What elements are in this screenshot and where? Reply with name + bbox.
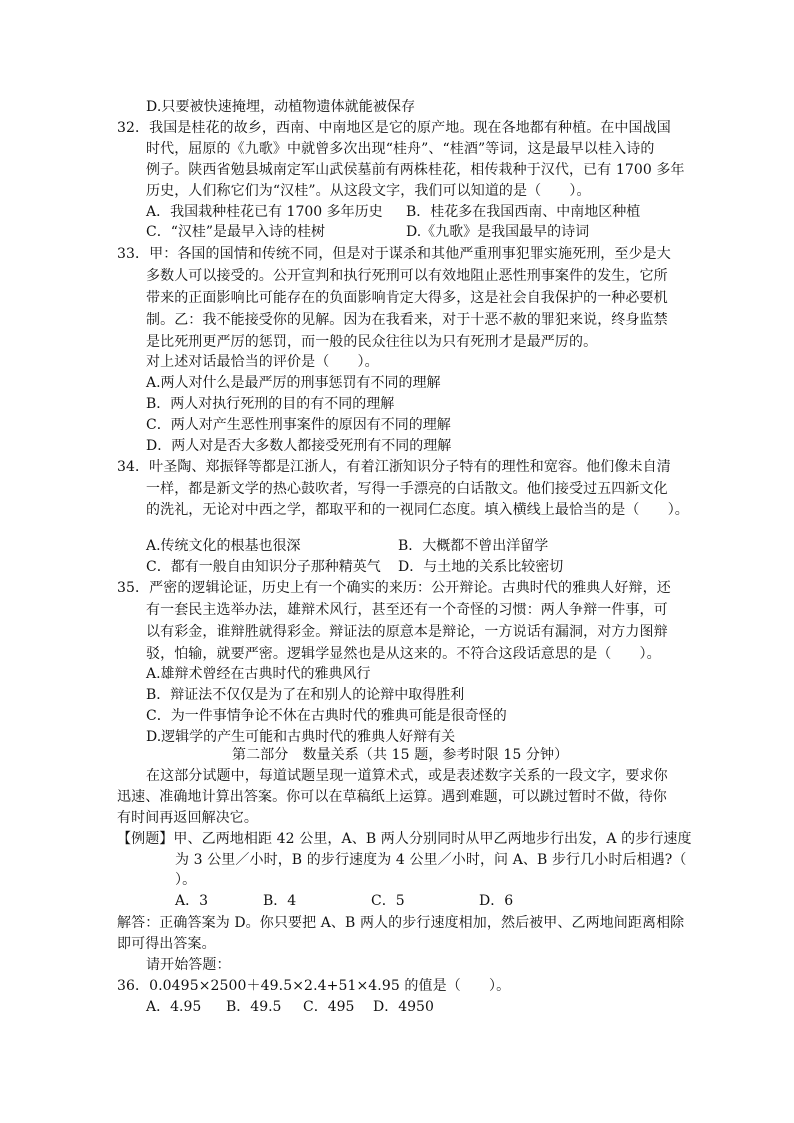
part2-intro-line-2: 迅速、准确地计算出答案。你可以在草稿纸上运算。遇到难题，可以跳过暂时不做，待你 bbox=[117, 789, 667, 805]
q33-option-a: A.两人对什么是最严厉的刑事惩罚有不同的理解 bbox=[146, 375, 441, 391]
q33-question: 对上述对话最恰当的评价是（ ）。 bbox=[146, 354, 379, 370]
q31-option-d: D.只要被快速掩埋，动植物遗体就能被保存 bbox=[146, 99, 416, 115]
q34-line-2: 一样，都是新文学的热心鼓吹者，写得一手漂亮的白话散文。他们接受过五四新文化 bbox=[146, 481, 668, 497]
q32-option-d: D.《九歌》是我国最早的诗词 bbox=[406, 224, 590, 240]
q36-question: 36．0.0495×2500＋49.5×2.4+51×4.95 的值是（ ）。 bbox=[117, 978, 511, 994]
q33-line-1: 33．甲：各国的国情和传统不同，但是对于谋杀和其他严重刑事犯罪实施死刑，至少是大 bbox=[117, 246, 671, 262]
q32-option-b: B．桂花多在我国西南、中南地区种植 bbox=[406, 204, 641, 220]
answer-line-1: 解答：正确答案为 D。你只要把 A、B 两人的步行速度相加，然后被甲、乙两地间距离相除 bbox=[117, 915, 685, 931]
q34-option-a: A.传统文化的根基也很深 bbox=[146, 538, 301, 554]
example-line-2: 为 3 公里／小时，B 的步行速度为 4 公里／小时，问 A、B 步行几小时后相遇?（ bbox=[175, 852, 687, 868]
q32-option-c: C．“汉桂”是最早入诗的桂树 bbox=[146, 224, 326, 240]
q32-line-2: 时代，屈原的《九歌》中就曾多次出现“桂舟”、“桂酒”等词，这是最早以桂入诗的 bbox=[146, 141, 655, 157]
q35-line-4: 驳，怕输，就要严密。逻辑学显然也是从这来的。不符合这段话意思的是（ ）。 bbox=[146, 646, 661, 662]
q35-line-3: 以有彩金，谁辩胜就得彩金。辩证法的原意本是辩论，一方说话有漏洞，对方力图辩 bbox=[146, 624, 668, 640]
q33-option-c: C．两人对产生恶性刑事案件的原因有不同的理解 bbox=[146, 417, 451, 433]
q32-line-3: 例子。陕西省勉县城南定军山武侯墓前有两株桂花，相传栽种于汉代，已有 1700 多年 bbox=[146, 162, 685, 178]
q35-option-d: D.逻辑学的产生可能和古典时代的雅典人好辩有关 bbox=[146, 729, 456, 745]
q36-option-b: B．49.5 bbox=[226, 999, 282, 1015]
q33-line-5: 是比死刑更严厉的惩罚，而一般的民众往往以为只有死刑才是最严厉的。 bbox=[146, 334, 598, 350]
q35-option-c: C．为一件事情争论不休在古典时代的雅典可能是很奇怪的 bbox=[146, 708, 507, 724]
q32-option-a: A．我国栽种桂花已有 1700 多年历史 bbox=[146, 204, 383, 220]
example-option-b: B．4 bbox=[263, 893, 297, 909]
part2-intro-line-1: 在这部分试题中，每道试题呈现一道算术式，或是表述数字关系的一段文字，要求你 bbox=[146, 768, 668, 784]
part2-heading: 第二部分 数量关系（共 15 题，参考时限 15 分钟） bbox=[232, 747, 569, 763]
q33-line-3: 带来的正面影响比可能存在的负面影响肯定大得多，这是社会自我保护的一种必要机 bbox=[146, 290, 668, 306]
start-prompt: 请开始答题： bbox=[146, 957, 231, 973]
q33-line-2: 多数人可以接受的。公开宣判和执行死刑可以有效地阻止恶性刑事案件的发生，它所 bbox=[146, 268, 668, 284]
part2-intro-line-3: 有时间再返回解决它。 bbox=[117, 810, 258, 826]
q33-option-d: D．两人对是否大多数人都接受死刑有不同的理解 bbox=[146, 438, 452, 454]
example-line-1: 【例题】甲、乙两地相距 42 公里，A、B 两人分别同时从甲乙两地步行出发，A 的步行速度 bbox=[117, 831, 692, 847]
example-option-c: C．5 bbox=[371, 893, 405, 909]
q33-option-b: B．两人对执行死刑的目的有不同的理解 bbox=[146, 396, 395, 412]
q32-line-4: 历史，人们称它们为“汉桂”。从这段文字，我们可以知道的是（ ）。 bbox=[146, 183, 591, 199]
q34-option-b: B．大概都不曾出洋留学 bbox=[398, 538, 549, 554]
q35-option-a: A.雄辩术曾经在古典时代的雅典风行 bbox=[146, 666, 371, 682]
example-option-a: A．3 bbox=[175, 893, 209, 909]
q33-line-4: 制。乙：我不能接受你的见解。因为在我看来，对于十恶不赦的罪犯来说，终身监禁 bbox=[146, 312, 668, 328]
q35-line-1: 35．严密的逻辑论证，历史上有一个确实的来历：公开辩论。古典时代的雅典人好辩，还 bbox=[117, 580, 671, 596]
example-line-3: ）。 bbox=[175, 872, 197, 888]
q36-option-a: A．4.95 bbox=[146, 999, 202, 1015]
q35-line-2: 有一套民主选举办法，雄辩术风行，甚至还有一个奇怪的习惯：两人争辩一件事，可 bbox=[146, 602, 668, 618]
q35-option-b: B．辩证法不仅仅是为了在和别人的论辩中取得胜利 bbox=[146, 687, 465, 703]
q36-option-d: D．4950 bbox=[373, 999, 434, 1015]
answer-line-2: 即可得出答案。 bbox=[117, 936, 216, 952]
q34-option-c: C．都有一般自由知识分子那种精英气 bbox=[146, 559, 381, 575]
q32-line-1: 32．我国是桂花的故乡，西南、中南地区是它的原产地。现在各地都有种植。在中国战国 bbox=[117, 120, 671, 136]
q36-option-c: C．495 bbox=[303, 999, 355, 1015]
q34-option-d: D．与土地的关系比较密切 bbox=[398, 559, 564, 575]
q34-line-1: 34．叶圣陶、郑振铎等都是江浙人，有着江浙知识分子特有的理性和宽容。他们像未自清 bbox=[117, 459, 671, 475]
example-option-d: D．6 bbox=[479, 893, 514, 909]
q34-line-3: 的洗礼，无论对中西之学，都取平和的一视同仁态度。填入横线上最恰当的是（ ）。 bbox=[146, 502, 689, 518]
